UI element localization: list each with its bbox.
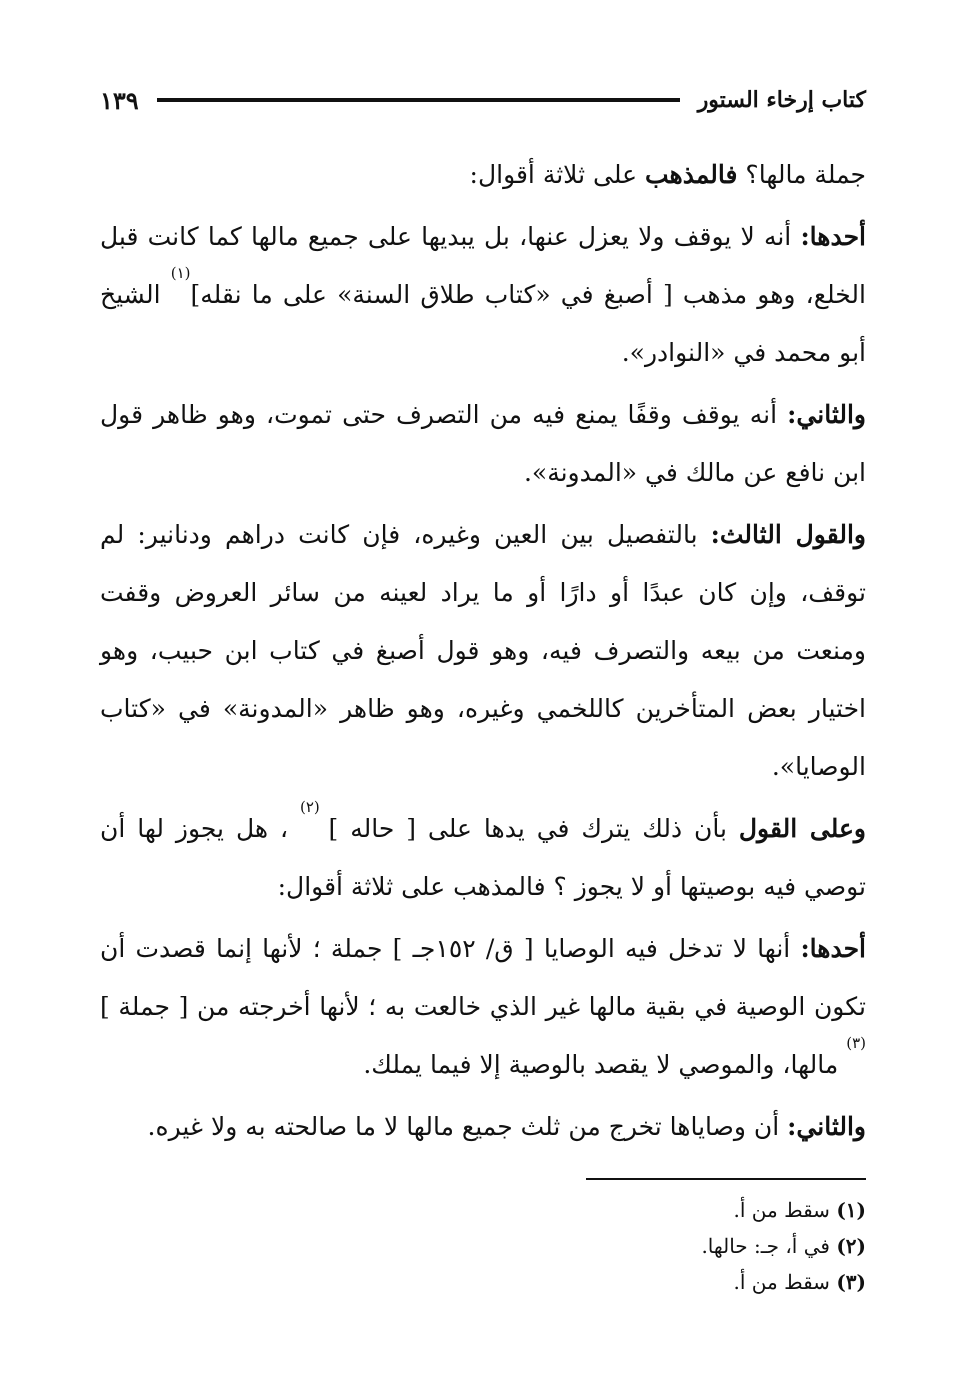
running-head	[100, 80, 866, 120]
bold-term: فالمذهب	[644, 160, 738, 189]
header-rule	[157, 98, 680, 102]
text: الشيخ أبو محمد في «النوادر».	[100, 280, 866, 367]
footnote-2	[100, 1228, 866, 1264]
footnote-number: (٢)	[836, 1234, 866, 1258]
footnote-number: (٣)	[836, 1270, 866, 1294]
footnotes	[100, 1192, 866, 1300]
footnote-3	[100, 1264, 866, 1300]
text: أنها لا تدخل فيه الوصايا [ ق/ ١٥٢جـ ] جملة ؛ لأنها إنما قصدت أن تكون الوصية في بقية مالها غير الذي خالعت به ؛ لأنها أخرجته من [ جملة ]	[100, 934, 866, 1021]
text: بالتفصيل بين العين وغيره، فإن كانت دراهم ودنانير: لم توقف، وإن كان عبدًا أو دارًا أو ما يراد لعينه من سائر العروض وقفت ومنعت من بيعه والتصرف فيه، وهو قول أصبغ في كتاب ابن حبيب، وهو اختيار بعض المتأخرين كاللخمي وغيره، وهو ظاهر «المدونة» في «كتاب الوصايا».	[100, 520, 866, 781]
paragraph-lead: وعلى القول	[738, 814, 866, 843]
text: على ثلاثة أقوال:	[469, 160, 645, 189]
text: مالها، والموصي لا يقصد بالوصية إلا فيما يملك.	[363, 1050, 847, 1079]
paragraph-bequest-first	[100, 920, 866, 1094]
paragraph-lead: أحدها:	[800, 934, 866, 963]
paragraph-lead: والثاني:	[787, 400, 866, 429]
footnote-marker[interactable]: (٣)	[846, 1034, 866, 1052]
page-number: ١٣٩	[100, 85, 139, 115]
text: بأن ذلك يترك في يدها على [ حاله ]	[328, 814, 739, 843]
paragraph-third-opinion	[100, 506, 866, 796]
paragraph-intro	[100, 146, 866, 204]
paragraph-lead: والثاني:	[787, 1112, 866, 1141]
text: ، هل يجوز لها أن توصي فيه بوصيتها أو لا يجوز ؟ فالمذهب على ثلاثة أقوال:	[100, 814, 866, 901]
text: جملة مالها؟	[737, 160, 866, 189]
main-text	[100, 146, 866, 1156]
footnote-text: في أ، جـ: حالها.	[701, 1234, 837, 1258]
footnote-number: (١)	[836, 1198, 866, 1222]
text: أنه لا يوقف ولا يعزل عنها، بل يبديها على جميع مالها كما كانت قبل الخلع، وهو مذهب [ أصبغ في «كتاب طلاق السنة» على ما نقله]	[100, 222, 866, 309]
paragraph-first-opinion	[100, 208, 866, 382]
footnote-text: سقط من أ.	[733, 1270, 837, 1294]
book-page	[100, 80, 866, 1340]
paragraph-lead: أحدها:	[800, 222, 866, 251]
footnote-text: سقط من أ.	[733, 1198, 837, 1222]
footnote-marker[interactable]: (١)	[170, 264, 191, 282]
footnote-separator	[586, 1178, 866, 1180]
footnote-marker[interactable]: (٢)	[300, 798, 329, 816]
paragraph-second-opinion	[100, 386, 866, 502]
text: أنه يوقف وقفًا يمنع فيه من التصرف حتى تموت، وهو ظاهر قول ابن نافع عن مالك في «المدونة».	[100, 400, 866, 487]
text: أن وصاياها تخرج من ثلث جميع مالها لا ما صالحته به ولا غيره.	[147, 1112, 788, 1141]
paragraph-bequest-question	[100, 800, 866, 916]
footnote-1	[100, 1192, 866, 1228]
book-title: كتاب إرخاء الستور	[697, 87, 866, 113]
paragraph-lead: والقول الثالث:	[710, 520, 867, 549]
paragraph-bequest-second	[100, 1098, 866, 1156]
